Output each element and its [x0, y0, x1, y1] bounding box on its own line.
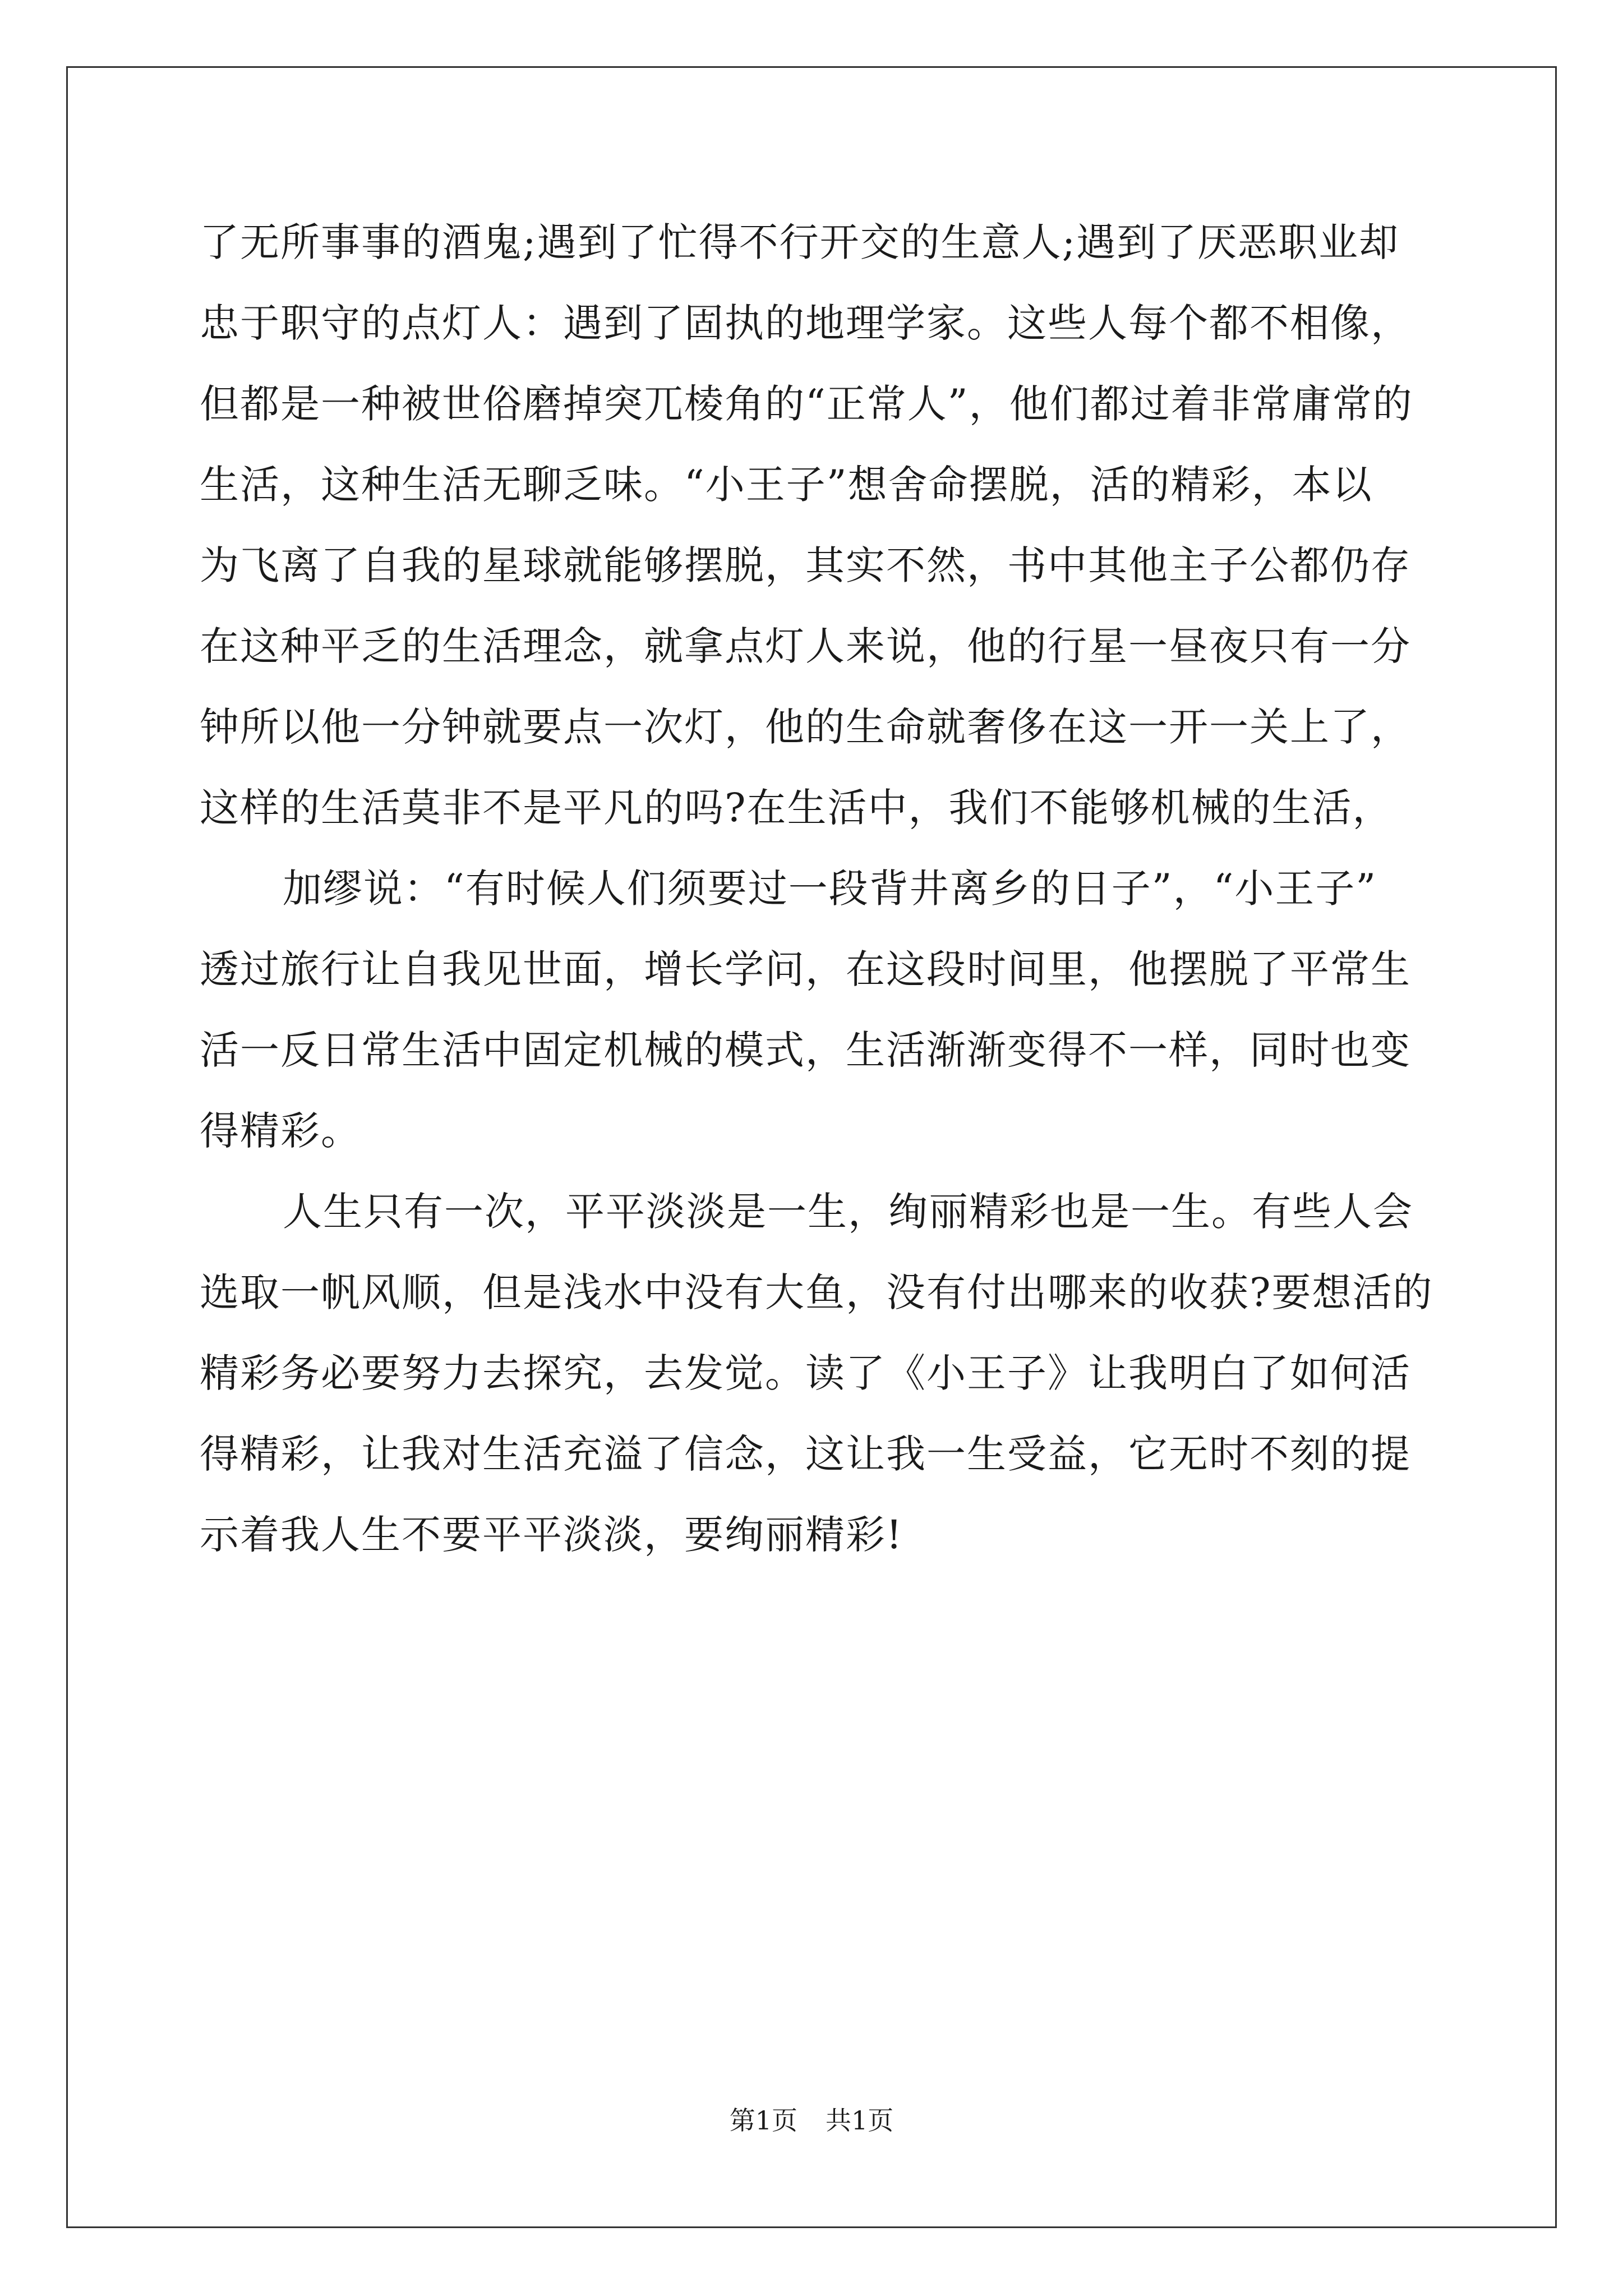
text-line: 精彩务必要努力去探究，去发觉。读了《小王子》让我明白了如何活	[200, 1350, 1411, 1396]
text-line: 活一反日常生活中固定机械的模式，生活渐渐变得不一样，同时也变	[200, 1027, 1411, 1073]
text-line: 但都是一种被世俗磨掉突兀棱角的“正常人”，他们都过着非常庸常的	[200, 381, 1413, 427]
paragraph-1	[200, 202, 1433, 848]
paragraph-3	[200, 1171, 1433, 1575]
text-line: 人生只有一次，平平淡淡是一生，绚丽精彩也是一生。有些人会	[283, 1189, 1413, 1235]
text-line: 忠于职守的点灯人：遇到了固执的地理学家。这些人每个都不相像，	[200, 300, 1411, 346]
page-number: 第1页	[729, 2105, 797, 2136]
text-line: 示着我人生不要平平淡淡，要绚丽精彩!	[200, 1512, 903, 1558]
text-line: 在这种平乏的生活理念，就拿点灯人来说，他的行星一昼夜只有一分	[200, 623, 1411, 669]
text-line: 这样的生活莫非不是平凡的吗?在生活中，我们不能够机械的生活，	[200, 785, 1393, 831]
text-line: 得精彩，让我对生活充溢了信念，这让我一生受益，它无时不刻的提	[200, 1431, 1411, 1477]
paragraph-2	[200, 848, 1433, 1171]
text-line: 透过旅行让自我见世面，增长学问，在这段时间里，他摆脱了平常生	[200, 946, 1411, 992]
text-line: 生活，这种生活无聊乏味。“小王子”想舍命摆脱，活的精彩，本以	[200, 462, 1373, 508]
text-line: 为飞离了自我的星球就能够摆脱，其实不然，书中其他主子公都仍存	[200, 542, 1411, 588]
text-line: 得精彩。	[200, 1108, 361, 1154]
text-line: 选取一帆风顺，但是浅水中没有大鱼，没有付出哪来的收获?要想活的	[200, 1269, 1433, 1315]
page-footer	[0, 2104, 1623, 2137]
text-line: 加缪说：“有时候人们须要过一段背井离乡的日子”，“小王子”	[283, 866, 1377, 912]
text-line: 了无所事事的酒鬼;遇到了忙得不行开交的生意人;遇到了厌恶职业却	[200, 219, 1400, 265]
page-total: 共1页	[826, 2105, 894, 2136]
text-line: 钟所以他一分钟就要点一次灯，他的生命就奢侈在这一开一关上了，	[200, 704, 1411, 750]
document-body	[200, 202, 1433, 1575]
